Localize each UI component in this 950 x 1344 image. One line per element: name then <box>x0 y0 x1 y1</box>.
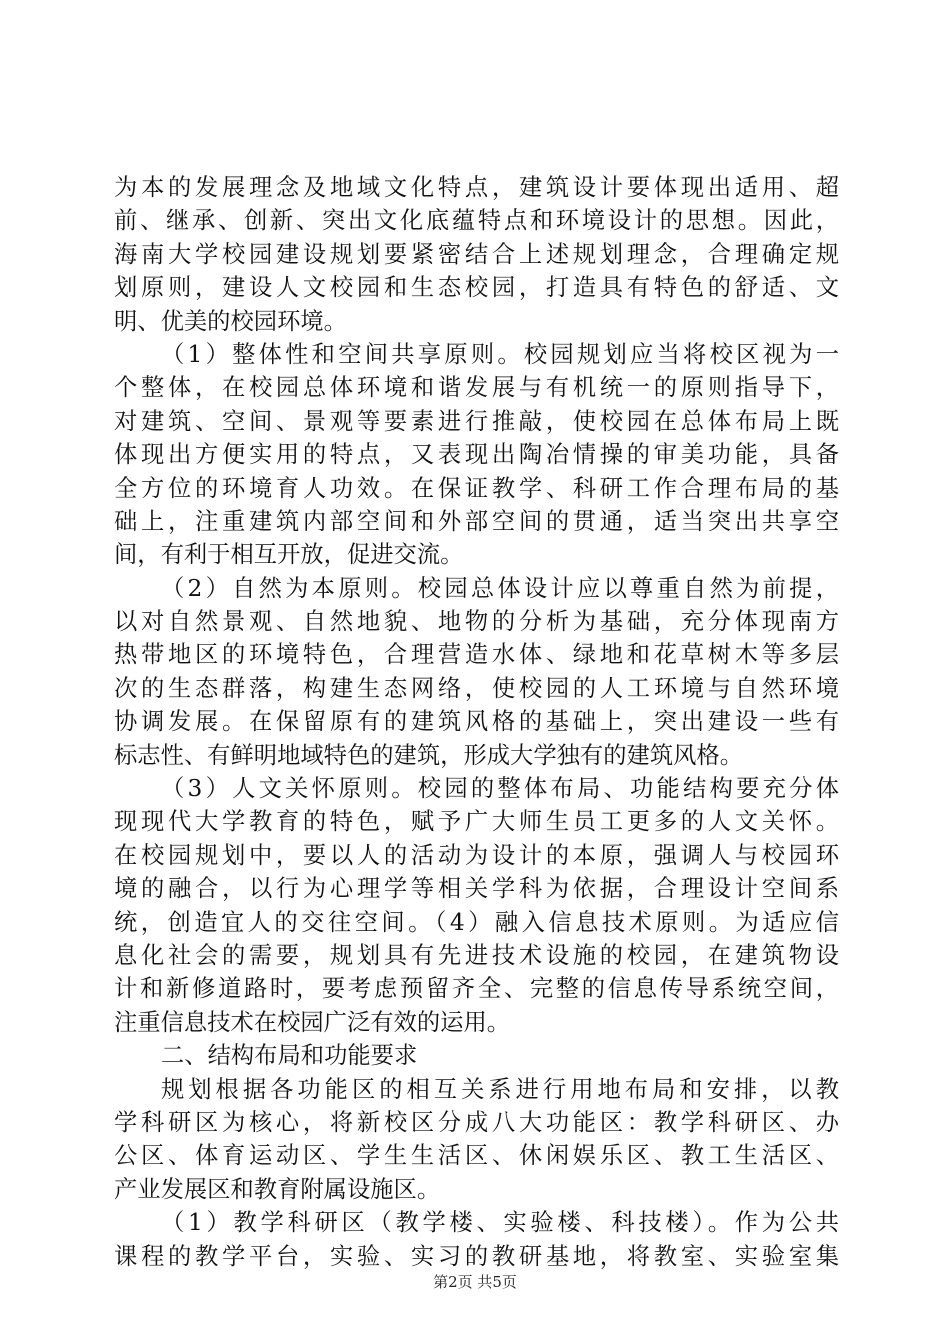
text-line: 注重信息技术在校园广泛有效的运用。 <box>114 1008 511 1036</box>
text-line: 协调发展。在保留原有的建筑风格的基础上，突出建设一些有 <box>114 708 839 736</box>
text-line: 海南大学校园建设规划要紧密结合上述规划理念，合理确定规 <box>114 240 839 268</box>
text-line: 息化社会的需要，规划具有先进技术设施的校园，在建筑物设 <box>114 941 839 969</box>
text-line: 础上，注重建筑内部空间和外部空间的贯通，适当突出共享空 <box>114 507 839 535</box>
text-line: 产业发展区和教育附属设施区。 <box>114 1175 441 1203</box>
page-footer: 第2页 共5页 <box>433 1273 517 1291</box>
text-line: 次的生态群落，构建生态网络，使校园的人工环境与自然环境 <box>114 674 839 702</box>
text-line: 全方位的环境育人功效。在保证教学、科研工作合理布局的基 <box>114 474 839 502</box>
text-line: 以对自然景观、自然地貌、地物的分析为基础，充分体现南方 <box>114 608 839 636</box>
text-line: 境的融合，以行为心理学等相关学科为依据，合理设计空间系 <box>114 875 839 903</box>
text-line: 现现代大学教育的特色，赋予广大师生员工更多的人文关怀。 <box>114 808 839 836</box>
text-line: 学科研区为核心，将新校区分成八大功能区：教学科研区、办 <box>114 1108 839 1136</box>
text-line: 划原则，建设人文校园和生态校园，打造具有特色的舒适、文 <box>114 274 839 302</box>
text-line: （1）教学科研区（教学楼、实验楼、科技楼）。作为公共 <box>161 1209 839 1237</box>
text-line: 间，有利于相互开放，促进交流。 <box>114 541 464 569</box>
text-line: 对建筑、空间、景观等要素进行推敲，使校园在总体布局上既 <box>114 407 839 435</box>
text-line: （3）人文关怀原则。校园的整体布局、功能结构要充分体 <box>161 775 839 803</box>
text-line: 统，创造宜人的交往空间。（4）融入信息技术原则。为适应信 <box>114 908 839 936</box>
text-line: 规划根据各功能区的相互关系进行用地布局和安排，以教 <box>161 1075 839 1103</box>
text-line: 热带地区的环境特色，合理营造水体、绿地和花草树木等多层 <box>114 641 839 669</box>
text-line: 在校园规划中，要以人的活动为设计的本原，强调人与校园环 <box>114 841 839 869</box>
text-line: 明、优美的校园环境。 <box>114 307 347 335</box>
text-line: 课程的教学平台，实验、实习的教研基地，将教室、实验室集 <box>114 1242 839 1270</box>
text-line: 二、结构布局和功能要求 <box>161 1042 418 1070</box>
text-line: 为本的发展理念及地域文化特点，建筑设计要体现出适用、超 <box>114 174 839 201</box>
text-line: 体现出方便实用的特点，又表现出陶冶情操的审美功能，具备 <box>114 441 839 469</box>
document-body <box>114 171 839 1273</box>
text-line: （1）整体性和空间共享原则。校园规划应当将校区视为一 <box>161 340 839 368</box>
text-line: 计和新修道路时，要考虑预留齐全、完整的信息传导系统空间， <box>114 975 839 1003</box>
text-line: 前、继承、创新、突出文化底蕴特点和环境设计的思想。因此， <box>114 207 839 235</box>
text-line: 标志性、有鲜明地域特色的建筑，形成大学独有的建筑风格。 <box>114 741 744 769</box>
text-line: 个整体，在校园总体环境和谐发展与有机统一的原则指导下， <box>114 374 839 402</box>
text-line: 公区、体育运动区、学生生活区、休闲娱乐区、教工生活区、 <box>114 1142 839 1170</box>
text-line: （2）自然为本原则。校园总体设计应以尊重自然为前提， <box>161 574 839 602</box>
